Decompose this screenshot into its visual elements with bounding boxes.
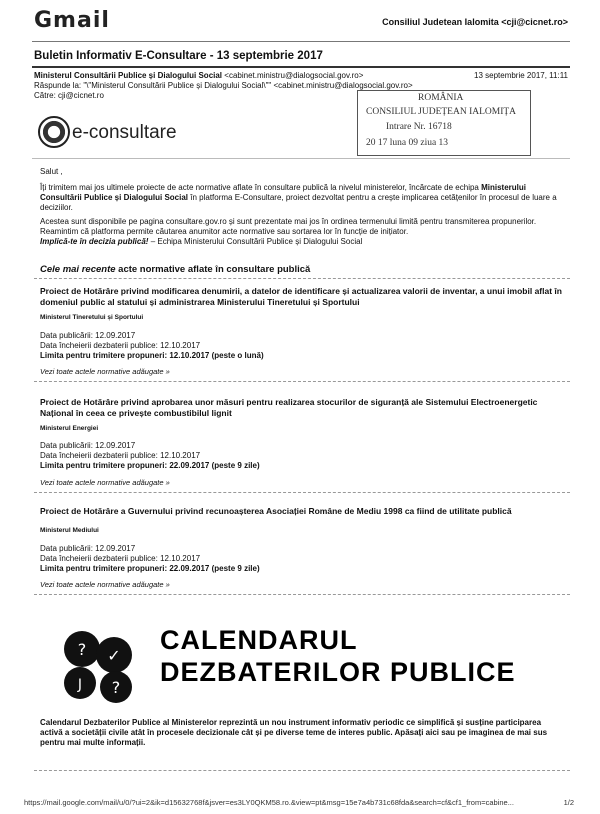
see-all-link[interactable]: Vezi toate actele normative adăugate » xyxy=(40,367,170,376)
account-label: Consiliul Judetean Ialomita <cji@cicnet.ro> xyxy=(382,17,568,27)
divider xyxy=(34,278,570,279)
item-ministry: Ministerul Energiei xyxy=(40,425,99,432)
stamp-country: ROMÂNIA xyxy=(418,93,464,103)
stamp-entry-number: Intrare Nr. 16718 xyxy=(386,122,452,132)
svg-text:J: J xyxy=(77,677,83,693)
divider xyxy=(34,381,570,382)
svg-text:✓: ✓ xyxy=(107,646,121,665)
stamp-institution: CONSILIUL JUDEȚEAN IALOMIȚA xyxy=(366,107,517,117)
divider xyxy=(34,770,570,771)
section-heading: Cele mai recente acte normative aflate în consultare publică xyxy=(40,264,311,275)
page-number: 1/2 xyxy=(563,798,574,807)
calendar-description: Calendarul Dezbaterilor Publice al Ministerelor reprezintă un nou instrument informativ periodic ce simplifică și susține participarea activă a societății civile atât în procesele decizionale cât și pe diverse teme de interes public. Apăsați aici sau pe imaginea de mai sus pentru mai multe informații. xyxy=(40,718,548,747)
see-all-link[interactable]: Vezi toate actele normative adăugate » xyxy=(40,478,170,487)
email-subject: Buletin Informativ E-Consultare - 13 septembrie 2017 xyxy=(34,50,323,62)
sender-email: <cabinet.ministru@dialogsocial.gov.ro> xyxy=(224,71,364,80)
greeting: Salut , xyxy=(40,167,63,176)
reply-to: Răspunde la: "\"Ministerul Consultării Publice și Dialogului Social\"" <cabinet.ministru@dialogsocial.gov.ro> xyxy=(34,81,413,90)
divider xyxy=(32,158,570,159)
intro-paragraph: Îți trimitem mai jos ultimele proiecte de acte normative aflate în consultare publică la nivelul ministerelor, încărcate de echipa Ministerului Consultării Publice și Dialogului Social în platforma E-Consultare, proiect dezvoltat pentru a crește implicarea cetățenilor în procesul de luare a deciziilor. xyxy=(40,183,557,212)
item-ministry: Ministerul Tineretului și Sportului xyxy=(40,314,144,321)
info-paragraph: Acestea sunt disponibile pe pagina consultare.gov.ro și sunt prezentate mai jos în ordinea termenului limită pentru transmiterea propunerilor. Reamintim că platforma permite căutarea anumitor acte normative sau sortarea lor în funcție de inițiator. Implică-te în decizia publică! – Echipa Ministerului Consultării Publice și Dialogului Social xyxy=(40,217,537,246)
item-title[interactable]: Proiect de Hotărâre privind aprobarea unor măsuri pentru realizarea stocurilor de siguranță ale Sistemului Electroenergetic Național în ceea ce privește combustibilul lignit xyxy=(40,397,538,418)
see-all-link[interactable]: Vezi toate actele normative adăugate » xyxy=(40,580,170,589)
calendar-speech-bubbles-icon[interactable] xyxy=(58,625,140,707)
item-ministry: Ministerul Mediului xyxy=(40,527,99,534)
item-title[interactable]: Proiect de Hotărâre a Guvernului privind recunoașterea Asociației Române de Mediu 1998 ca fiind de utilitate publică xyxy=(40,506,512,516)
item-dates: Data publicării: 12.09.2017 Data încheierii dezbaterii publice: 12.10.2017 Limita pentru trimitere propuneri: 12.10.2017 (peste o lună) xyxy=(40,331,264,360)
divider xyxy=(32,66,570,68)
svg-text:?: ? xyxy=(77,640,87,659)
item-dates: Data publicării: 12.09.2017 Data încheierii dezbaterii publice: 12.10.2017 Limita pentru trimitere propuneri: 22.09.2017 (peste 9 zile) xyxy=(40,544,260,573)
item-dates: Data publicării: 12.09.2017 Data încheierii dezbaterii publice: 12.10.2017 Limita pentru trimitere propuneri: 22.09.2017 (peste 9 zile) xyxy=(40,441,260,470)
divider xyxy=(32,41,570,42)
email-meta xyxy=(34,71,413,101)
coat-of-arms-icon xyxy=(38,116,70,148)
svg-text:?: ? xyxy=(111,678,121,697)
sender-name: Ministerul Consultării Publice și Dialogului Social xyxy=(34,71,223,80)
email-date: 13 septembrie 2017, 11:11 xyxy=(474,71,568,80)
registration-stamp xyxy=(357,90,531,156)
divider xyxy=(34,492,570,493)
divider xyxy=(34,594,570,595)
stamp-date: 20 17 luna 09 ziua 13 xyxy=(366,138,449,148)
brand-name: e-consultare xyxy=(72,122,177,143)
e-consultare-logo xyxy=(38,116,70,148)
recipient: Către: cji@cicnet.ro xyxy=(34,91,104,100)
item-title[interactable]: Proiect de Hotărâre privind modificarea denumirii, a datelor de identificare și actualizarea valorii de inventar, a unui imobil aflat în domeniul public al statului și administrarea Ministerului Tineretului și Sportului xyxy=(40,286,562,307)
gmail-logo: Gmail xyxy=(34,8,110,33)
calendar-banner-title[interactable]: CALENDARUL DEZBATERILOR PUBLICE xyxy=(160,625,516,687)
print-url: https://mail.google.com/mail/u/0/?ui=2&ik=d15632768f&jsver=es3LY0QKM58.ro.&view=pt&msg=15e7a4b731c68fda&search=cf&cf1_from=cabine... xyxy=(24,798,514,807)
